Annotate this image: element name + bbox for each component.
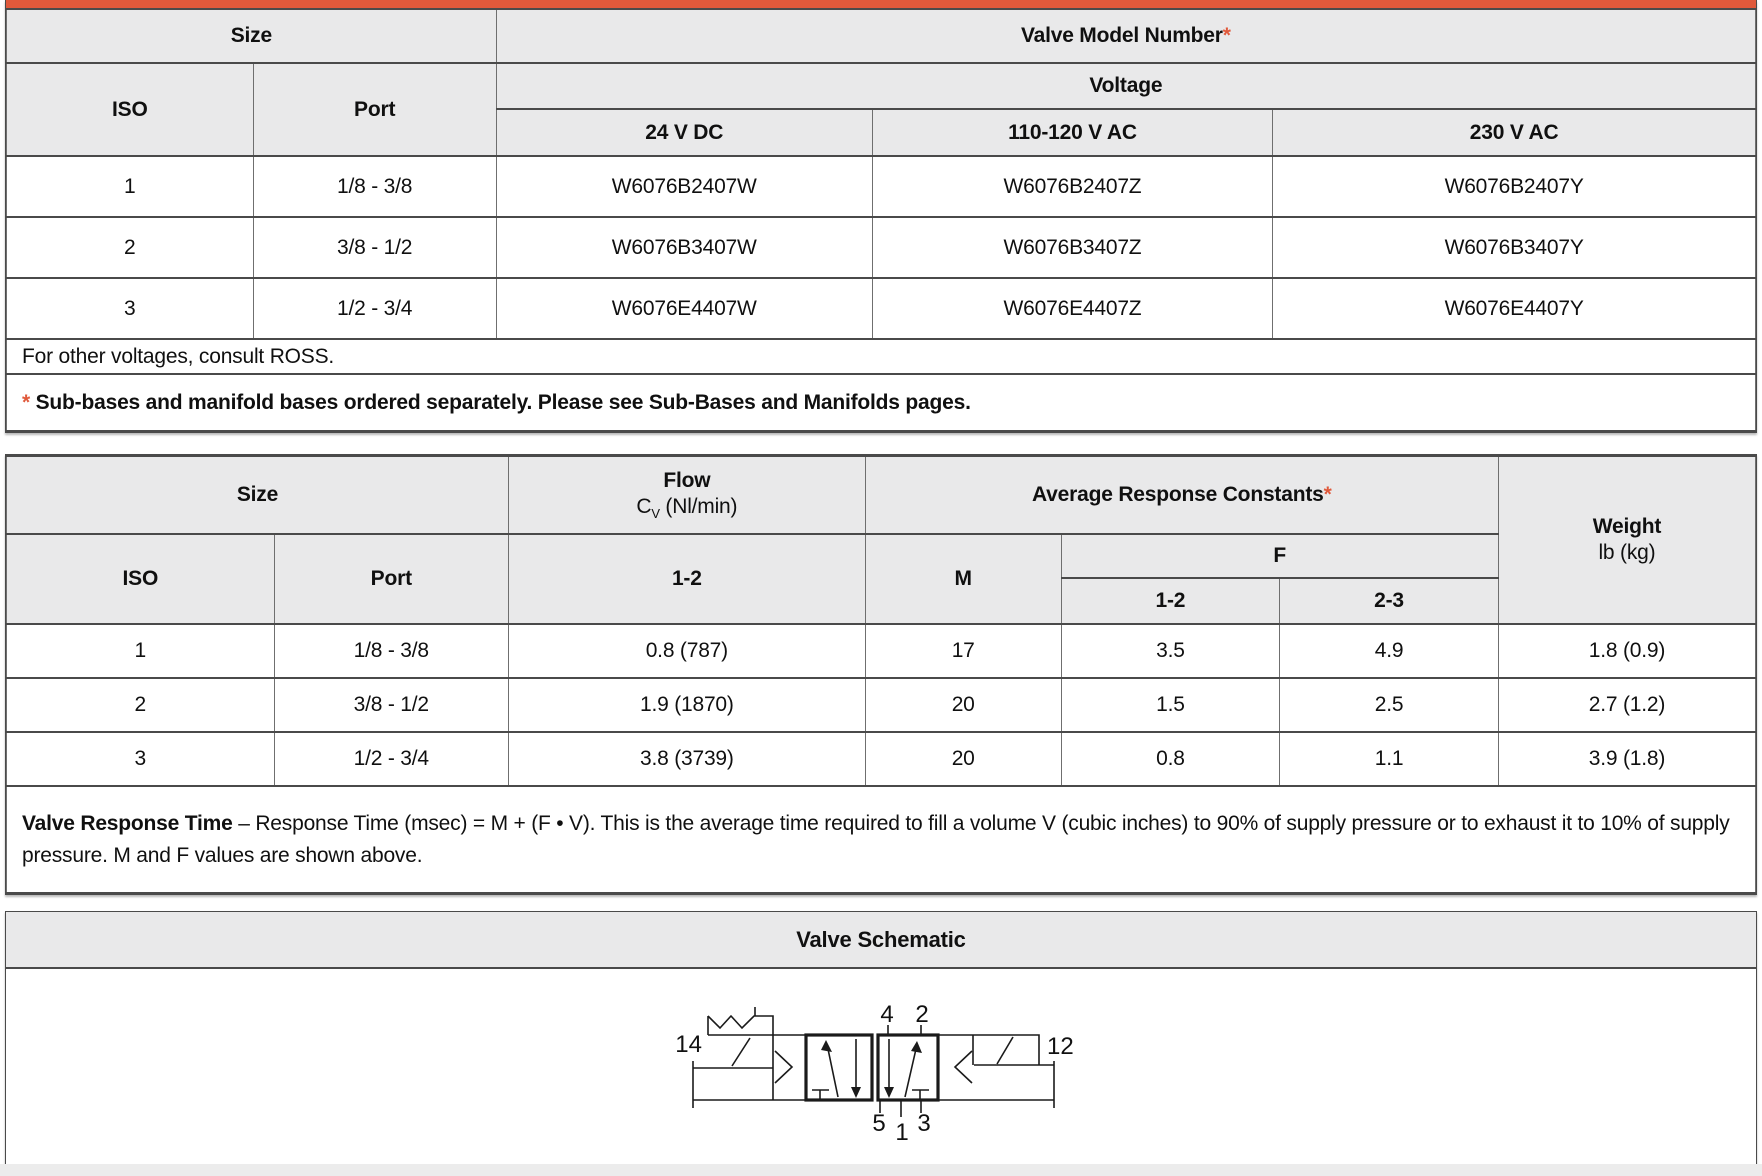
header-row-2	[7, 534, 1756, 578]
cell-iso: 1	[7, 624, 275, 678]
header-row-2	[7, 63, 1756, 109]
port-3-label: 3	[917, 1110, 931, 1137]
header-m: M	[865, 534, 1061, 624]
port-5-label: 5	[872, 1110, 886, 1137]
cell-port: 1/2 - 3/4	[274, 732, 508, 786]
cell-flow: 3.8 (3739)	[508, 732, 865, 786]
cell-flow: 1.9 (1870)	[508, 678, 865, 732]
accent-top-bar	[6, 0, 1756, 8]
table-row	[7, 156, 1756, 217]
cell-port: 1/8 - 3/8	[253, 156, 496, 217]
port-14-label: 14	[675, 1031, 702, 1058]
header-24vdc: 24 V DC	[496, 109, 872, 156]
header-flow-1-2: 1-2	[508, 534, 865, 624]
cell-f23: 1.1	[1280, 732, 1499, 786]
header-iso: ISO	[7, 534, 275, 624]
header-row-1	[7, 456, 1756, 534]
cell-port: 3/8 - 1/2	[274, 678, 508, 732]
header-f-2-3: 2-3	[1280, 578, 1499, 624]
arc-asterisk: *	[1323, 483, 1332, 506]
cell-model-24vdc: W6076B3407W	[496, 217, 872, 278]
note-row-subbases	[7, 374, 1756, 431]
table-row	[7, 217, 1756, 278]
cell-m: 20	[865, 732, 1061, 786]
cell-f12: 3.5	[1061, 624, 1280, 678]
flow-response-table-block	[5, 454, 1757, 895]
header-port: Port	[253, 63, 496, 156]
header-weight: Weight lb (kg)	[1498, 456, 1755, 624]
port-12-label: 12	[1047, 1033, 1074, 1060]
valve-schematic-drawing	[661, 993, 1081, 1148]
cell-weight: 2.7 (1.2)	[1498, 678, 1755, 732]
cell-iso: 3	[7, 278, 254, 339]
note-other-voltages: For other voltages, consult ROSS.	[7, 339, 1756, 374]
cell-m: 17	[865, 624, 1061, 678]
schematic-canvas	[6, 969, 1756, 1168]
cell-m: 20	[865, 678, 1061, 732]
cell-model-110vac: W6076B3407Z	[872, 217, 1273, 278]
page-bottom-strip	[0, 1164, 1762, 1176]
schematic-title: Valve Schematic	[6, 912, 1756, 969]
cell-model-24vdc: W6076B2407W	[496, 156, 872, 217]
note-row-response-time	[7, 786, 1756, 893]
cell-iso: 2	[7, 217, 254, 278]
header-230vac: 230 V AC	[1273, 109, 1756, 156]
port-1-label: 1	[895, 1119, 909, 1146]
cell-model-230vac: W6076E4407Y	[1273, 278, 1756, 339]
header-avg-response-constants: Average Response Constants*	[865, 456, 1498, 534]
table-row	[7, 278, 1756, 339]
cell-f12: 1.5	[1061, 678, 1280, 732]
table-row	[7, 678, 1756, 732]
cell-f12: 0.8	[1061, 732, 1280, 786]
table-row	[7, 624, 1756, 678]
header-valve-model-number: Valve Model Number*	[496, 9, 1755, 63]
header-f: F	[1061, 534, 1498, 578]
header-row-1	[7, 9, 1756, 63]
cell-model-230vac: W6076B2407Y	[1273, 156, 1756, 217]
cell-port: 1/2 - 3/4	[253, 278, 496, 339]
cell-iso: 1	[7, 156, 254, 217]
cell-port: 1/8 - 3/8	[274, 624, 508, 678]
valve-schematic-panel	[5, 911, 1757, 1169]
header-flow: Flow $C_V$ (Nl/min)	[508, 456, 865, 534]
flow-response-table	[6, 455, 1756, 894]
cell-port: 3/8 - 1/2	[253, 217, 496, 278]
header-f-1-2: 1-2	[1061, 578, 1280, 624]
port-2-label: 2	[915, 1001, 929, 1028]
note-subbases: * Sub-bases and manifold bases ordered separately. Please see Sub-Bases and Manifolds pages.	[7, 374, 1756, 431]
note-row-voltages	[7, 339, 1756, 374]
valve-model-table	[6, 8, 1756, 432]
cell-weight: 3.9 (1.8)	[1498, 732, 1755, 786]
cell-iso: 3	[7, 732, 275, 786]
cell-model-110vac: W6076E4407Z	[872, 278, 1273, 339]
cell-weight: 1.8 (0.9)	[1498, 624, 1755, 678]
table-row	[7, 732, 1756, 786]
header-size: Size	[7, 456, 509, 534]
header-voltage: Voltage	[496, 63, 1755, 109]
header-iso: ISO	[7, 63, 254, 156]
cell-model-110vac: W6076B2407Z	[872, 156, 1273, 217]
model-asterisk: *	[1222, 24, 1231, 47]
cell-flow: 0.8 (787)	[508, 624, 865, 678]
cell-iso: 2	[7, 678, 275, 732]
valve-model-table-block	[5, 0, 1757, 433]
cell-f23: 4.9	[1280, 624, 1499, 678]
header-110-120vac: 110-120 V AC	[872, 109, 1273, 156]
port-4-label: 4	[880, 1001, 894, 1028]
cell-model-230vac: W6076B3407Y	[1273, 217, 1756, 278]
cell-model-24vdc: W6076E4407W	[496, 278, 872, 339]
response-time-title: Valve Response Time	[22, 812, 233, 835]
header-port: Port	[274, 534, 508, 624]
cell-f23: 2.5	[1280, 678, 1499, 732]
response-time-note: Valve Response Time – Response Time (msec) = M + (F • V). This is the average time required to fill a volume V (cubic inches) to 90% of supply pressure or to exhaust it to 10% of supply pressure. M and F values are shown above.	[7, 786, 1756, 893]
subbases-asterisk: *	[22, 390, 30, 414]
header-size: Size	[7, 9, 497, 63]
